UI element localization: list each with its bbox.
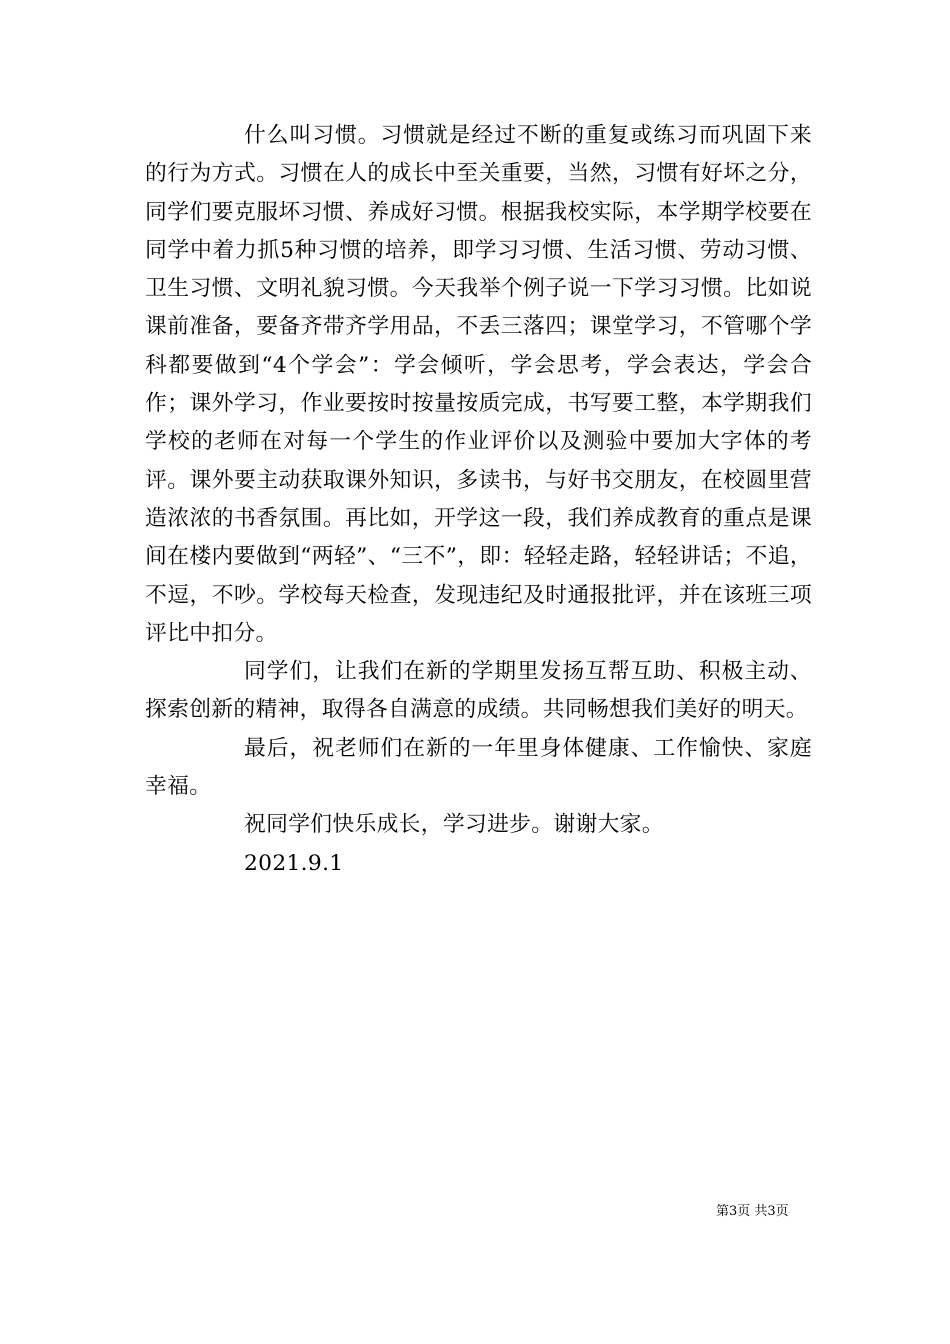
paragraph-habits: 什么叫习惯。习惯就是经过不断的重复或练习而巩固下来的行为方式。习惯在人的成长中至关重要，当然，习惯有好坏之分，同学们要克服坏习惯、养成好习惯。根据我校实际，本学期学校要在同学中着力抓5种习惯的培养，即学习习惯、生活习惯、劳动习惯、卫生习惯、文明礼貌习惯。今天我举个例子说一下学习习惯。比如说课前准备，要备齐带齐学用品，不丢三落四；课堂学习，不管哪个学科都要做到“4个学会”：学会倾听，学会思考，学会表达，学会合作；课外学习，作业要按时按量按质完成，书写要工整，本学期我们学校的老师在对每一个学生的作业评价以及测验中要加大字体的考评。课外要主动获取课外知识，多读书，与好书交朋友，在校圆里营造浓浓的书香氛围。再比如，开学这一段，我们养成教育的重点是课间在楼内要做到“两轻”、“三不”，即：轻轻走路，轻轻讲话；不追，不逗，不吵。学校每天检查，发现违纪及时通报批评，并在该班三项评比中扣分。 [145,123,812,646]
document-body [145,117,812,883]
paragraph-student-wishes: 祝同学们快乐成长，学习进步。谢谢大家。 [244,812,664,838]
paragraph-encouragement: 同学们，让我们在新的学期里发扬互帮互助、积极主动、探索创新的精神，取得各自满意的成绩。共同畅想我们美好的明天。 [145,659,812,723]
page-number-footer: 第3页 共3页 [716,1204,789,1219]
document-date: 2021.9.1 [244,850,344,876]
paragraph-teacher-wishes: 最后，祝老师们在新的一年里身体健康、工作愉快、家庭幸福。 [145,735,812,800]
